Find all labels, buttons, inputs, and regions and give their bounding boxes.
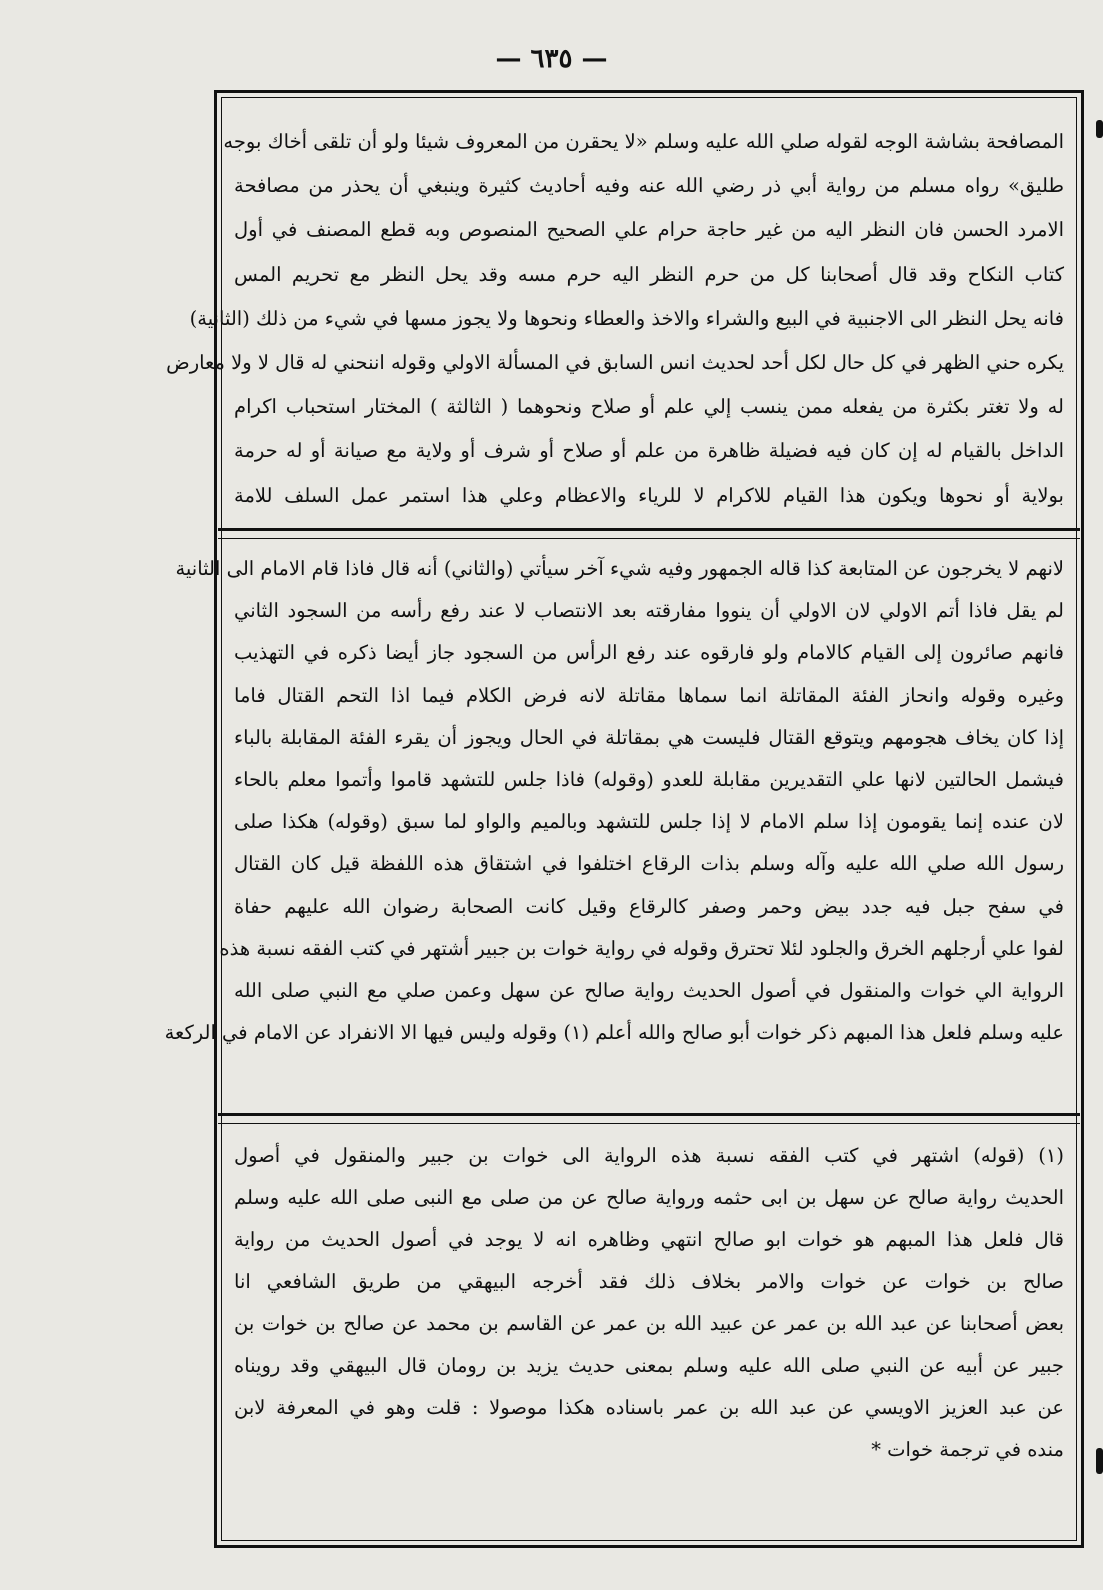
text-line: له ولا تغتر بكثرة من يفعله ممن ينسب إلي علم أو صلاح ونحوهما ( الثالثة ) المختار استحباب اكرام <box>234 395 1064 419</box>
footnote-line: (١) (قوله) اشتهر في كتب الفقه نسبة هذه الرواية الى خوات بن جبير والمنقول في أصول <box>234 1144 1064 1167</box>
section-divider-thin <box>218 538 1080 539</box>
text-line: وغيره وقوله وانحاز الفئة المقاتلة انما سماها مقاتلة لانه فرض الكلام فيما اذا التحم القتال فاما <box>234 683 1064 707</box>
text-line: فيشمل الحالتين لانها علي التقديرين مقابلة للعدو (وقوله) فاذا جلس للتشهد قاموا وأتموا معلم بالحاء <box>234 767 1064 791</box>
text-line: فانهم صائرون إلى القيام كالامام ولو فارقوه عند رفع الرأس من السجود جاز أيضا ذكره في التهذيب <box>234 641 1064 665</box>
text-line: لم يقل فاذا أتم الاولي لان الاولي أن ينووا مفارقته بعد الانتصاب لا عند رفع رأسه من السجود الثاني <box>234 599 1064 623</box>
text-line: لان عنده إنما يقومون إذا سلم الامام لا إذا جلس للتشهد وبالميم والواو لما سبق (وقوله) هكذا صلى <box>234 810 1064 834</box>
section-divider <box>218 528 1080 531</box>
upper-text-block <box>166 120 1072 518</box>
text-line: عليه وسلم فلعل هذا المبهم ذكر خوات أبو صالح والله أعلم (١) وقوله وليس فيها الا الانفراد عن الامام في الركعة <box>164 1021 1064 1045</box>
footnote-line: بعض أصحابنا عن عبد الله بن عمر عن عبيد الله بن عمر عن القاسم بن محمد عن صالح بن خوات بن <box>234 1312 1064 1335</box>
footnote-line: قال فلعل هذا المبهم هو خوات ابو صالح انتهي وظاهره انه لا يوجد في أصول الحديث من رواية <box>234 1228 1064 1251</box>
footnote-line: جبير عن أبيه عن النبي صلى الله عليه وسلم بمعنى حديث يزيد بن رومان قال البيهقي وقد رويناه <box>234 1354 1064 1377</box>
text-line: رسول الله صلي الله عليه وآله وسلم بذات الرقاع اختلفوا في اشتقاق هذه اللفظة قيل كان القتال <box>234 852 1064 876</box>
footnote-line: عن عبد العزيز الاويسي عن عبد الله بن عمر باسناده هكذا موصولا : قلت وهو في المعرفة لابن <box>234 1396 1064 1419</box>
footnote-block <box>226 1135 1072 1471</box>
footnote-line: صالح بن خوات عن خوات والامر بخلاف ذلك فقد أخرجه البيهقي من طريق الشافعي انا <box>234 1270 1064 1293</box>
page-number: — ٦٣٥ — <box>495 44 608 74</box>
footnote-divider-thin <box>218 1123 1080 1124</box>
lower-text-block <box>164 548 1072 1054</box>
scan-edge-mark <box>1096 1448 1103 1474</box>
text-line: الرواية الي خوات والمنقول في أصول الحديث رواية صالح عن سهل وعمن صلي مع النبي صلى الله <box>234 978 1064 1002</box>
text-line: إذا كان يخاف هجومهم ويتوقع القتال فليست هي بمقاتلة في الحال ويجوز أن يقرء الفئة المقابلة بالباء <box>234 725 1064 749</box>
text-line: لانهم لا يخرجون عن المتابعة كذا قاله الجمهور وفيه شيء آخر سيأتي (والثاني) أنه قال فاذا قام الامام الى الثانية <box>175 557 1064 580</box>
text-line: طليق» رواه مسلم من رواية أبي ذر رضي الله عنه وفيه أحاديث كثيرة وينبغي أن يحذر من مصافحة <box>234 174 1064 198</box>
text-line: في سفح جبل فيه جدد بيض وحمر وصفر كالرقاع وقيل كانت الصحابة رضوان الله عليهم حفاة <box>234 894 1064 918</box>
text-line: الداخل بالقيام له إن كان فيه فضيلة ظاهرة من علم أو صلاح أو شرف أو ولاية مع صيانة أو له حرمة <box>234 439 1064 463</box>
footnote-line: منده في ترجمة خوات * <box>871 1438 1064 1461</box>
footnote-divider <box>218 1113 1080 1116</box>
footnote-line: الحديث رواية صالح عن سهل بن ابى حثمه ورواية صالح عن من صلى مع النبى صلى الله عليه وسلم <box>234 1186 1064 1209</box>
text-line: المصافحة بشاشة الوجه لقوله صلي الله عليه وسلم «لا يحقرن من المعروف شيئا ولو أن تلقى أخاك بوجه <box>223 130 1064 153</box>
text-line: بولاية أو نحوها ويكون هذا القيام للاكرام لا للرياء والاعظام وعلي هذا استمر عمل السلف للامة <box>234 483 1064 507</box>
text-line: الامرد الحسن فان النظر اليه من غير حاجة حرام علي الصحيح المنصوص وبه قطع المصنف في أول <box>234 218 1064 242</box>
text-line: كتاب النكاح وقد قال أصحابنا كل من حرم النظر اليه حرم مسه وقد يحل النظر مع تحريم المس <box>234 262 1064 286</box>
text-line: فانه يحل النظر الى الاجنبية في البيع والشراء والاخذ والعطاء ونحوها ولا يجوز مسها في شيء من ذلك (الثانية) <box>189 306 1064 330</box>
text-line: لفوا علي أرجلهم الخرق والجلود لئلا تحترق وقوله في رواية خوات بن جبير أشتهر في كتب الفقه نسبة هذه <box>219 936 1064 960</box>
text-line: يكره حني الظهر في كل حال لكل أحد لحديث انس السابق في المسألة الاولي وقوله اننحني له قال لا ولا معارض <box>166 350 1064 374</box>
scan-edge-mark <box>1096 120 1103 138</box>
